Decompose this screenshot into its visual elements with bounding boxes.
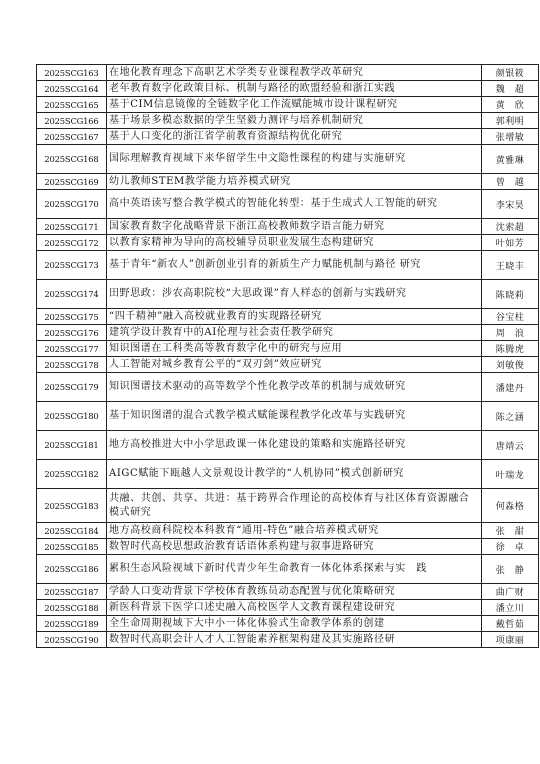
project-title-cell: 高中英语读写整合教学模式的智能化转型：基于生成式人工智能的研究 [107,190,482,219]
table-row [37,460,539,489]
table-row [37,584,539,600]
project-title-cell: 知识图谱在工科类高等教育数字化中的研究与应用 [107,341,482,357]
project-code-cell: 2025SCG177 [37,341,107,357]
table-row [37,65,539,81]
principal-name-cell: 戴哲茹 [482,616,539,632]
project-title-cell: “四千精神”融入高校就业教育的实现路径研究 [107,309,482,325]
principal-name-cell: 陈之涵 [482,402,539,431]
principal-name-cell: 潘建丹 [482,373,539,402]
table-row [37,174,539,190]
project-code-cell: 2025SCG165 [37,97,107,113]
table-row [37,600,539,616]
principal-name-cell: 曲广财 [482,584,539,600]
table-row [37,431,539,460]
table-row [37,97,539,113]
principal-name-cell: 周 浪 [482,325,539,341]
principal-name-cell: 叶瑞龙 [482,460,539,489]
project-code-cell: 2025SCG180 [37,402,107,431]
project-title-cell: 新医科背景下医学口述史融入高校医学人文教育课程建设研究 [107,600,482,616]
project-code-cell: 2025SCG187 [37,584,107,600]
principal-name-cell: 唐靖云 [482,431,539,460]
table-row [37,190,539,219]
principal-name-cell: 徐 卓 [482,539,539,555]
table-row [37,219,539,235]
project-code-cell: 2025SCG184 [37,523,107,539]
project-code-cell: 2025SCG186 [37,555,107,584]
project-title-cell: 国家教育数字化战略背景下浙江高校教师数字语言能力研究 [107,219,482,235]
table-row [37,280,539,309]
project-title-cell: 国际理解教育视域下来华留学生中文隐性课程的构建与实施研究 [107,145,482,174]
table-row [37,357,539,373]
principal-name-cell: 郭利明 [482,113,539,129]
principal-name-cell: 项康丽 [482,632,539,648]
project-title-cell: 以教育家精神为导向的高校辅导员职业发展生态构建研究 [107,235,482,251]
project-code-cell: 2025SCG170 [37,190,107,219]
principal-name-cell: 潘立川 [482,600,539,616]
project-code-cell: 2025SCG190 [37,632,107,648]
project-code-cell: 2025SCG185 [37,539,107,555]
project-title-cell: 建筑学设计教育中的AI伦理与社会责任教学研究 [107,325,482,341]
project-code-cell: 2025SCG183 [37,489,107,523]
principal-name-cell: 张 甜 [482,523,539,539]
project-title-cell: AIGC赋能下瓯越人文景观设计教学的“人机协同”模式创新研究 [107,460,482,489]
project-title-cell: 在地化教育理念下高职艺术学类专业课程教学改革研究 [107,65,482,81]
principal-name-cell: 黄雅琳 [482,145,539,174]
project-code-cell: 2025SCG166 [37,113,107,129]
project-code-cell: 2025SCG181 [37,431,107,460]
project-title-cell: 累积生态风险视域下新时代青少年生命教育一体化体系探索与实 践 [107,555,482,584]
principal-name-cell: 何淼格 [482,489,539,523]
principal-name-cell: 陈腾虎 [482,341,539,357]
table-row [37,489,539,523]
project-title-cell: 基于知识图谱的混合式教学模式赋能课程教学化改革与实践研究 [107,402,482,431]
project-code-cell: 2025SCG188 [37,600,107,616]
principal-name-cell: 张增敏 [482,129,539,145]
project-title-cell: 地方高校商科院校本科教育“通用-特色”融合培养模式研究 [107,523,482,539]
principal-name-cell: 刘敏俊 [482,357,539,373]
table-row [37,373,539,402]
principal-name-cell: 谷宝柱 [482,309,539,325]
project-title-cell: 基于CIM信息镜像的全链数字化工作流赋能城市设计课程研究 [107,97,482,113]
table-row [37,341,539,357]
project-title-cell: 全生命周期视域下大中小一体化体验式生命教学体系的创建 [107,616,482,632]
project-code-cell: 2025SCG189 [37,616,107,632]
table-row [37,145,539,174]
project-code-cell: 2025SCG179 [37,373,107,402]
table-row [37,632,539,648]
principal-name-cell: 曾 越 [482,174,539,190]
project-title-cell: 共融、共创、共享、共进：基于跨界合作理论的高校体育与社区体育资源融合模式研究 [107,489,482,523]
table-row [37,325,539,341]
project-code-cell: 2025SCG164 [37,81,107,97]
project-code-cell: 2025SCG175 [37,309,107,325]
project-title-cell: 幼儿教师STEM教学能力培养模式研究 [107,174,482,190]
principal-name-cell: 叶如芳 [482,235,539,251]
principal-name-cell: 陈晓莉 [482,280,539,309]
project-title-cell: 地方高校推进大中小学思政课一体化建设的策略和实施路径研究 [107,431,482,460]
project-code-cell: 2025SCG171 [37,219,107,235]
table-row [37,129,539,145]
project-title-cell: 老年教育数字化政策目标、机制与路径的欧盟经验和浙江实践 [107,81,482,97]
principal-name-cell: 张 静 [482,555,539,584]
table-row [37,251,539,280]
project-title-cell: 基于人口变化的浙江省学前教育资源结构优化研究 [107,129,482,145]
project-title-cell: 学龄人口变动背景下学校体育教练员动态配置与优化策略研究 [107,584,482,600]
project-list-sheet [36,64,525,648]
principal-name-cell: 王晓丰 [482,251,539,280]
principal-name-cell: 沈索超 [482,219,539,235]
project-title-cell: 知识图谱技术驱动的高等数学个性化教学改革的机制与成效研究 [107,373,482,402]
principal-name-cell: 黄 欣 [482,97,539,113]
project-title-cell: 数智时代高校思想政治教育话语体系构建与叙事进路研究 [107,539,482,555]
project-code-cell: 2025SCG168 [37,145,107,174]
table-row [37,309,539,325]
table-row [37,616,539,632]
principal-name-cell: 李宋昊 [482,190,539,219]
project-code-cell: 2025SCG174 [37,280,107,309]
project-code-cell: 2025SCG178 [37,357,107,373]
table-row [37,81,539,97]
project-title-cell: 基于场景多模态数据的学生坚毅力测评与培养机制研究 [107,113,482,129]
project-code-cell: 2025SCG163 [37,65,107,81]
table-row [37,539,539,555]
project-code-cell: 2025SCG167 [37,129,107,145]
project-title-cell: 基于青年“新农人”创新创业引育的新质生产力赋能机制与路径 研究 [107,251,482,280]
project-table [36,64,539,648]
project-code-cell: 2025SCG172 [37,235,107,251]
project-title-cell: 人工智能对城乡教育公平的“双刃剑”效应研究 [107,357,482,373]
project-table-body [37,65,539,648]
table-row [37,235,539,251]
table-row [37,402,539,431]
table-row [37,113,539,129]
project-code-cell: 2025SCG169 [37,174,107,190]
project-code-cell: 2025SCG173 [37,251,107,280]
project-code-cell: 2025SCG182 [37,460,107,489]
project-title-cell: 数智时代高职会计人才人工智能素养框架构建及其实施路径研 [107,632,482,648]
project-title-cell: 田野思政：涉农高职院校“大思政课”育人样态的创新与实践研究 [107,280,482,309]
table-row [37,523,539,539]
project-code-cell: 2025SCG176 [37,325,107,341]
table-row [37,555,539,584]
principal-name-cell: 颜银筱 [482,65,539,81]
principal-name-cell: 魏 超 [482,81,539,97]
